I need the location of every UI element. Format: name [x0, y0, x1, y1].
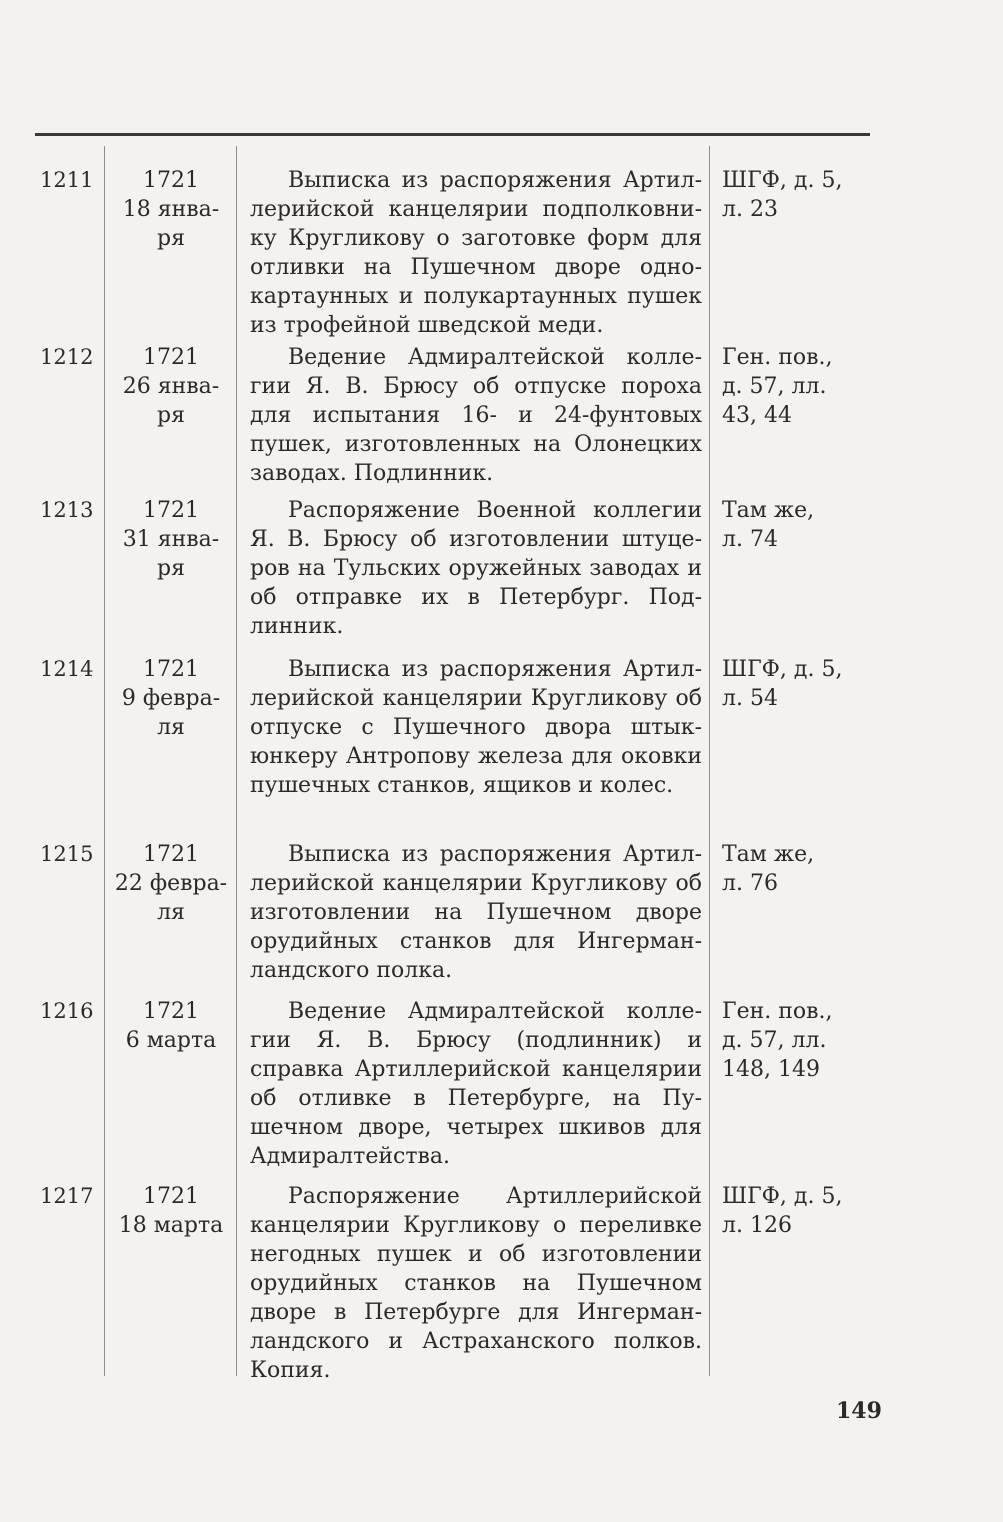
record-day: 18 янва- ря [122, 197, 220, 251]
record-day: 26 янва- ря [122, 374, 220, 428]
record-reference: Там же, л. 76 [722, 842, 815, 896]
record-day: 31 янва- ря [122, 527, 220, 581]
record-reference: ШГФ, д. 5, л. 126 [722, 1184, 843, 1238]
record-number: 1214 [40, 657, 94, 681]
record-year: 1721 [143, 657, 199, 682]
record-description: Выписка из распоряжения Артиллерийской канцелярии Кругликову об изготовлении на Пушечном дворе орудийных станков для Ингерманландского полка. [250, 842, 702, 983]
record-year: 1721 [143, 1184, 199, 1209]
record-description: Распоряжение Артиллерийской канцелярии Кругликову о переливке негодных пушек и об изготовлении орудийных станков на Пушечном дворе в Петербурге для Ингерманландского и Астраханского полков. Копия. [250, 1184, 702, 1383]
column-divider-reference [709, 146, 710, 1376]
record-date [108, 840, 234, 927]
record-description: Ведение Адмиралтейской коллегии Я. В. Брюсу об отпуске пороха для испытания 16- и 24-фунтовых пушек, изготовленных на Олонецких заводах. Подлинник. [250, 345, 702, 486]
record-reference: Там же, л. 74 [722, 498, 815, 552]
record-date [108, 655, 234, 742]
record-reference: Ген. пов., д. 57, лл. 148, 149 [722, 999, 833, 1082]
record-year: 1721 [143, 498, 199, 523]
record-day: 18 марта [118, 1213, 224, 1238]
record-description: Выписка из распоряжения Артиллерийской канцелярии Кругликову об отпуске с Пушечного двора штыкюнкеру Антропову железа для оковки пушечных станков, ящиков и колес. [250, 657, 702, 798]
record-number: 1213 [40, 498, 94, 522]
record-number: 1211 [40, 168, 94, 192]
record-date [108, 1182, 234, 1240]
column-divider-date [236, 146, 237, 1376]
record-year: 1721 [143, 842, 199, 867]
record-year: 1721 [143, 168, 199, 193]
record-number: 1217 [40, 1184, 94, 1208]
record-date [108, 997, 234, 1055]
record-date [108, 343, 234, 430]
record-number: 1212 [40, 345, 94, 369]
record-day: 6 марта [125, 1028, 217, 1053]
record-year: 1721 [143, 345, 199, 370]
record-date [108, 496, 234, 583]
record-year: 1721 [143, 999, 199, 1024]
record-day: 9 февра- ля [121, 686, 221, 740]
column-divider-number [104, 146, 105, 1376]
record-number: 1216 [40, 999, 94, 1023]
record-description: Выписка из распоряжения Артиллерийской канцелярии подполковнику Кругликову о заготовке форм для отливки на Пушечном дворе однокартаунных и полукартаунных пушек из трофейной шведской меди. [250, 168, 702, 338]
record-day: 22 февра- ля [114, 871, 228, 925]
record-description: Ведение Адмиралтейской коллегии Я. В. Брюсу (подлинник) и справка Артиллерийской канцелярии об отливке в Петербурге, на Пушечном дворе, четырех шкивов для Адмиралтейства. [250, 999, 702, 1169]
record-date [108, 166, 234, 253]
page-number: 149 [836, 1398, 882, 1424]
record-description: Распоряжение Военной коллегии Я. В. Брюсу об изготовлении штуцеров на Тульских оружейных заводах и об отправке их в Петербург. Подлинник. [250, 498, 702, 639]
record-number: 1215 [40, 842, 94, 866]
record-reference: Ген. пов., д. 57, лл. 43, 44 [722, 345, 833, 428]
top-rule [35, 133, 870, 136]
record-reference: ШГФ, д. 5, л. 54 [722, 657, 843, 711]
record-reference: ШГФ, д. 5, л. 23 [722, 168, 843, 222]
